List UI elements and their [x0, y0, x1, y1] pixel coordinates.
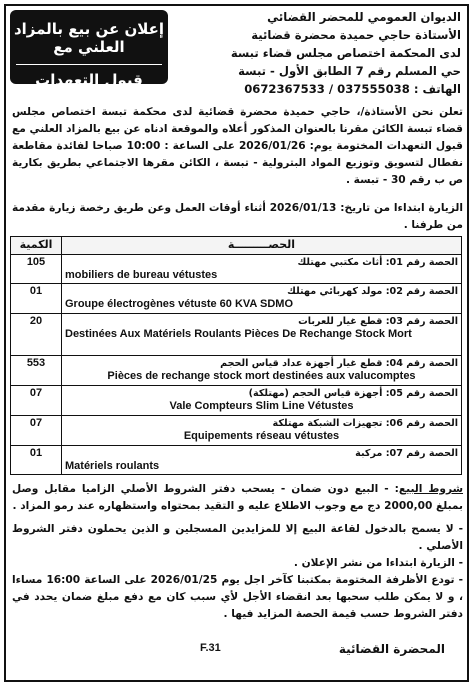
lot-description: [62, 255, 462, 284]
office-phone: الهاتف : 037555038 / 0672367533: [244, 82, 461, 96]
lot-label-fr: Pièces de rechange stock mort destinées aux valucomptes: [107, 370, 416, 382]
court-jurisdiction: لدى المحكمة اختصاص مجلس قضاء تبسة: [230, 46, 461, 60]
office-title: الديوان العمومي للمحضر القضائي: [267, 10, 461, 24]
lot-label-fr: Matériels roulants: [65, 460, 160, 472]
lot-label-ar: الحصة رقم 02: مولد كهربائي مهتلك: [287, 286, 458, 297]
lot-quantity: 553: [11, 356, 62, 386]
conditions-title: شروط البيع: [398, 483, 464, 495]
banner-line-2: قبول التعهدات المختومة: [16, 64, 162, 107]
lot-label-fr: Vale Compteurs Slim Line Vétustes: [169, 400, 354, 412]
lot-description: [62, 386, 462, 416]
table-row: [11, 416, 462, 446]
lot-quantity: 01: [11, 284, 62, 314]
condition-1: [12, 481, 463, 515]
signature: المحضرة القضائية: [338, 642, 445, 656]
intro-paragraph: تعلن نحن الأستاذة/، حاجي حميدة محضرة قضائية لدى محكمة تبسة اختصاص مجلس قضاء تبسة الكائن مقرنا بالعنوان المذكور أعلاه والموقعة ادناه عن بيع بالمزاد العلني مع قبول التعهدات المختومة يوم: 2026/01/26 على الساعة : 10:00 صباحا لفائدة مقاطعة نفطال لتسويق وتوزيع المواد البترولية - تبسة ، الكائن مقرها الاجتماعي بطريق بكارية ص ب رقم 30 - تبسة .: [12, 106, 463, 186]
qty-column-header: الكمية: [11, 237, 62, 255]
lot-label-fr: Groupe électrogènes vétuste 60 KVA SDMO: [65, 298, 294, 310]
table-header-row: [11, 237, 462, 255]
lot-quantity: 07: [11, 386, 62, 416]
lot-description: [62, 416, 462, 446]
lot-quantity: 105: [11, 255, 62, 284]
condition-3: - الزيارة ابتداءا من نشر الإعلان .: [293, 557, 463, 569]
lot-label-ar: الحصة رقم 01: أثاث مكتبي مهتلك: [297, 257, 458, 268]
lot-description: [62, 284, 462, 314]
lot-label-ar: الحصة رقم 03: قطع غيار للعربات: [298, 316, 458, 327]
reference-code: F.31: [200, 642, 221, 654]
lot-label-fr: Equipements réseau vétustes: [183, 430, 340, 442]
lot-label-ar: الحصة رقم 04: قطع غيار أجهزة عداد قياس الحجم: [220, 358, 458, 369]
lot-label-ar: الحصة رقم 05: أجهزة قياس الحجم (مهتلكة): [248, 388, 458, 399]
table-row: [11, 356, 462, 386]
table-row: [11, 446, 462, 475]
bailiff-name: الأستاذة حاجي حميدة محضرة قضائية: [251, 28, 461, 42]
lot-description: [62, 446, 462, 475]
lot-quantity: 20: [11, 314, 62, 356]
lot-label-fr: mobiliers de bureau vétustes: [65, 269, 218, 281]
condition-2: - لا يسمح بالدخول لقاعة البيع إلا للمزايدين المسجلين و الذين يحملون دفتر الشروط الأصلي .: [12, 523, 463, 552]
lots-table: [10, 236, 462, 475]
condition-1-text: : - البيع دون ضمان - يسحب دفتر الشروط الأصلي الزاميا مقابل وصل بمبلغ 2000,00 دج مع وجوب الاطلاع عليه و التقيد بمحتواه واستظهاره عند رمو المزاد .: [12, 483, 463, 512]
lot-quantity: 01: [11, 446, 62, 475]
table-row: [11, 284, 462, 314]
lot-description: [62, 356, 462, 386]
lot-label-ar: الحصة رقم 07: مركبة: [355, 448, 458, 459]
banner-line-1: إعلان عن بيع بالمزاد العلني مع: [13, 20, 165, 56]
table-row: [11, 314, 462, 356]
lot-label-fr: Destinées Aux Matériels Roulants Pièces De Rechange Stock Mort: [65, 328, 412, 340]
office-header: [171, 8, 461, 98]
office-address: حي المسلم رقم 7 الطابق الأول - تبسة: [238, 64, 461, 78]
lot-column-header: الحصـــــــــة: [62, 237, 462, 255]
lot-description: [62, 314, 462, 356]
auction-banner: [10, 10, 168, 107]
sale-conditions: [12, 481, 463, 623]
lot-quantity: 07: [11, 416, 62, 446]
condition-4: - تودع الأظرفة المختومة بمكتبنا كآخر اجل يوم 2026/01/25 على الساعة 16:00 مساءا ، و لا يمكن طلب سحبها بعد انقضاء الأجل لأي سبب كان مع دفع مبلغ ضمان يحدد في دفتر الشروط حسب قيمة الحصة المزايد فيها .: [12, 574, 463, 620]
visit-paragraph: الزيارة ابتداءا من تاريخ: 2026/01/13 أثناء أوقات العمل وعن طريق رخصة زيارة مقدمة من طرفنا .: [12, 202, 463, 231]
table-row: [11, 255, 462, 284]
lot-label-ar: الحصة رقم 06: تجهيزات الشبكة مهتلكة: [272, 418, 458, 429]
table-row: [11, 386, 462, 416]
